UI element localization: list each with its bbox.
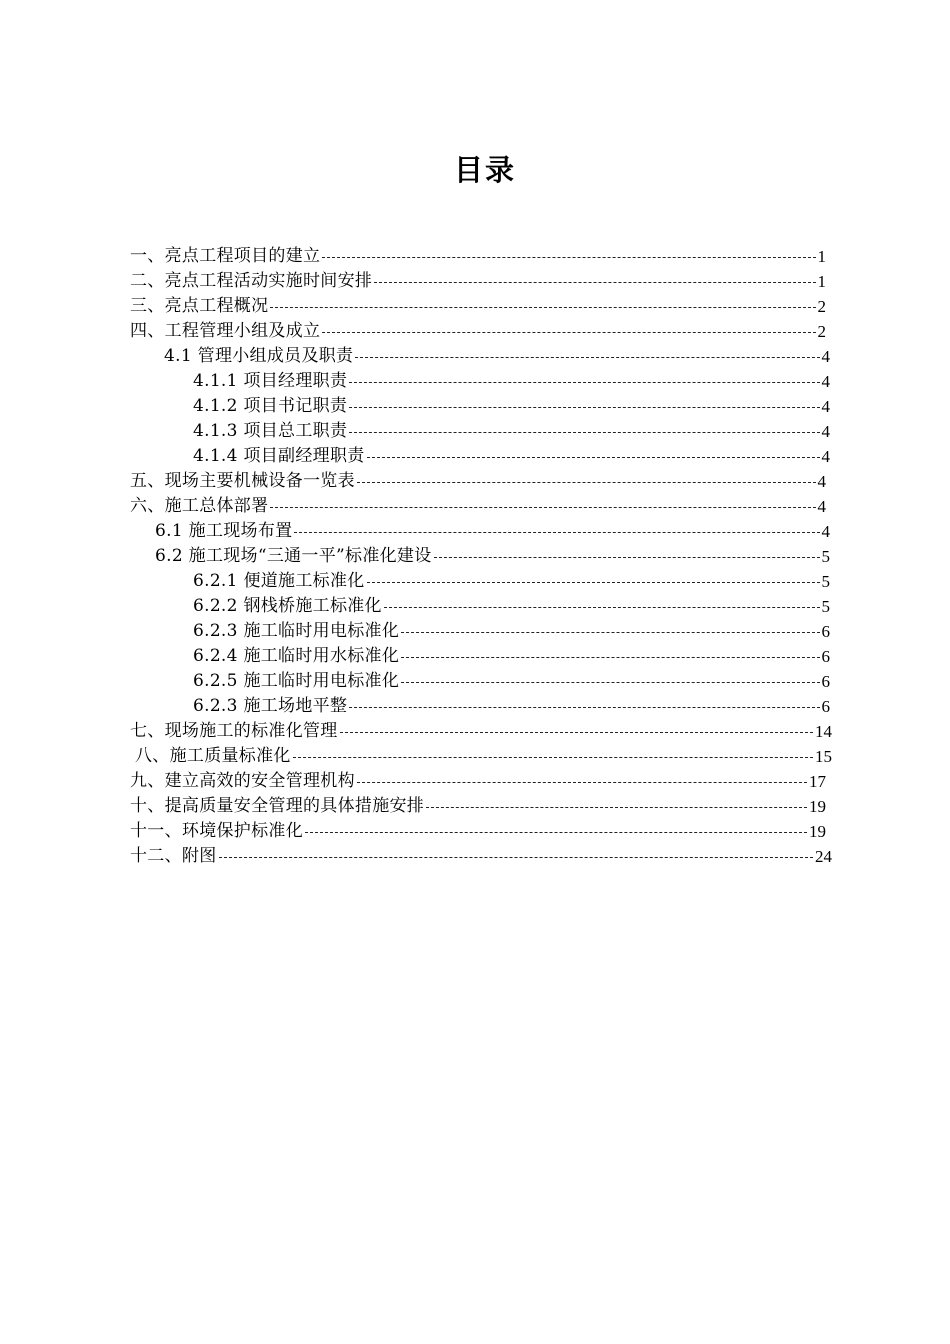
toc-dot-leader bbox=[367, 582, 820, 583]
toc-entry-label: 4.1.1 项目经理职责 bbox=[193, 371, 348, 391]
toc-dot-leader bbox=[270, 507, 815, 508]
toc-entry[interactable] bbox=[193, 594, 830, 619]
toc-entry-label: 七、现场施工的标准化管理 bbox=[130, 721, 338, 741]
toc-dot-leader bbox=[374, 282, 815, 283]
toc-entry-label: 4.1 管理小组成员及职责 bbox=[164, 346, 354, 366]
toc-entry[interactable] bbox=[155, 544, 830, 569]
toc-page-number: 4 bbox=[821, 447, 830, 466]
toc-entry[interactable] bbox=[193, 369, 830, 394]
toc-dot-leader bbox=[434, 557, 820, 558]
toc-dot-leader bbox=[401, 657, 819, 658]
toc-page-number: 5 bbox=[821, 572, 830, 591]
toc-entry-label: 五、现场主要机械设备一览表 bbox=[130, 471, 355, 491]
toc-dot-leader bbox=[349, 407, 819, 408]
toc-entry[interactable] bbox=[193, 694, 830, 719]
toc-dot-leader bbox=[401, 632, 819, 633]
toc-page-number: 2 bbox=[817, 297, 826, 316]
toc-page-number: 4 bbox=[817, 497, 826, 516]
toc-dot-leader bbox=[322, 332, 815, 333]
toc-entry[interactable] bbox=[130, 469, 826, 494]
toc-entry[interactable] bbox=[193, 669, 830, 694]
toc-entry[interactable] bbox=[130, 794, 826, 819]
toc-entry-label: 6.1 施工现场布置 bbox=[155, 521, 293, 541]
toc-entry-label: 十一、环境保护标准化 bbox=[130, 821, 303, 841]
toc-page-number: 6 bbox=[821, 697, 830, 716]
toc-dot-leader bbox=[357, 482, 816, 483]
toc-dot-leader bbox=[426, 807, 807, 808]
toc-page-number: 17 bbox=[809, 772, 826, 791]
toc-entry[interactable] bbox=[193, 644, 830, 669]
toc-page-number: 4 bbox=[821, 422, 830, 441]
toc-entry[interactable] bbox=[130, 494, 826, 519]
toc-dot-leader bbox=[305, 832, 807, 833]
toc-page-number: 24 bbox=[815, 847, 832, 866]
toc-entry-label: 6.2.2 钢栈桥施工标准化 bbox=[193, 596, 382, 616]
toc-entry[interactable] bbox=[130, 844, 832, 869]
toc-page-number: 4 bbox=[821, 347, 830, 366]
toc-dot-leader bbox=[293, 757, 813, 758]
toc-entry-label: 6.2.3 施工临时用电标准化 bbox=[193, 621, 400, 641]
toc-dot-leader bbox=[367, 457, 820, 458]
toc-page-number: 4 bbox=[821, 372, 830, 391]
toc-entry-label: 4.1.4 项目副经理职责 bbox=[193, 446, 365, 466]
toc-entry-label: 6.2.3 施工场地平整 bbox=[193, 696, 348, 716]
toc-entry-label: 6.2 施工现场“三通一平”标准化建设 bbox=[155, 546, 432, 566]
toc-dot-leader bbox=[355, 357, 819, 358]
toc-entry-label: 九、建立高效的安全管理机构 bbox=[130, 771, 355, 791]
toc-entry[interactable] bbox=[130, 319, 826, 344]
page-title: 目录 bbox=[453, 153, 516, 187]
toc-entry[interactable] bbox=[130, 769, 826, 794]
toc-entry-label: 4.1.3 项目总工职责 bbox=[193, 421, 348, 441]
toc-page-number: 4 bbox=[821, 397, 830, 416]
toc-dot-leader bbox=[294, 532, 819, 533]
toc-entry[interactable] bbox=[135, 744, 832, 769]
toc-page-number: 5 bbox=[821, 597, 830, 616]
toc-page-number: 1 bbox=[817, 272, 826, 291]
toc-dot-leader bbox=[340, 732, 813, 733]
toc-page-number: 15 bbox=[815, 747, 832, 766]
toc-entry[interactable] bbox=[193, 394, 830, 419]
toc-page-number: 6 bbox=[821, 647, 830, 666]
toc-entry[interactable] bbox=[130, 819, 826, 844]
toc-dot-leader bbox=[322, 257, 815, 258]
toc-entry[interactable] bbox=[130, 294, 826, 319]
toc-page-number: 6 bbox=[821, 622, 830, 641]
toc-dot-leader bbox=[270, 307, 815, 308]
toc-entry[interactable] bbox=[155, 519, 830, 544]
toc-entry-label: 6.2.4 施工临时用水标准化 bbox=[193, 646, 400, 666]
toc-entry[interactable] bbox=[193, 419, 830, 444]
toc-entry-label: 二、亮点工程活动实施时间安排 bbox=[130, 271, 373, 291]
toc-page-number: 4 bbox=[821, 522, 830, 541]
toc-entry[interactable] bbox=[193, 569, 830, 594]
toc-entry-label: 十、提高质量安全管理的具体措施安排 bbox=[130, 796, 425, 816]
toc-page-number: 2 bbox=[817, 322, 826, 341]
toc-entry-label: 4.1.2 项目书记职责 bbox=[193, 396, 348, 416]
toc-page-number: 5 bbox=[821, 547, 830, 566]
toc-entry[interactable] bbox=[193, 619, 830, 644]
toc-entry-label: 四、工程管理小组及成立 bbox=[130, 321, 321, 341]
toc-entry-label: 6.2.1 便道施工标准化 bbox=[193, 571, 365, 591]
toc-dot-leader bbox=[349, 432, 819, 433]
toc-entry[interactable] bbox=[130, 244, 826, 269]
toc-page-number: 4 bbox=[817, 472, 826, 491]
toc-entry[interactable] bbox=[193, 444, 830, 469]
toc-entry-label: 八、施工质量标准化 bbox=[135, 746, 291, 766]
toc-entry-label: 六、施工总体部署 bbox=[130, 496, 269, 516]
toc-entry-label: 6.2.5 施工临时用电标准化 bbox=[193, 671, 400, 691]
toc-dot-leader bbox=[349, 707, 819, 708]
toc-page-number: 1 bbox=[817, 247, 826, 266]
toc-entry-label: 一、亮点工程项目的建立 bbox=[130, 246, 321, 266]
toc-page-number: 19 bbox=[809, 797, 826, 816]
toc-dot-leader bbox=[349, 382, 819, 383]
toc-entry[interactable] bbox=[130, 719, 832, 744]
toc-page-number: 14 bbox=[815, 722, 832, 741]
toc-dot-leader bbox=[384, 607, 820, 608]
toc-dot-leader bbox=[357, 782, 807, 783]
toc-entry[interactable] bbox=[130, 269, 826, 294]
toc-page-number: 19 bbox=[809, 822, 826, 841]
toc-page-number: 6 bbox=[821, 672, 830, 691]
toc-entry[interactable] bbox=[164, 344, 830, 369]
toc-entry-label: 三、亮点工程概况 bbox=[130, 296, 269, 316]
toc-entry-label: 十二、附图 bbox=[130, 846, 217, 866]
toc-dot-leader bbox=[219, 857, 814, 858]
toc-dot-leader bbox=[401, 682, 819, 683]
